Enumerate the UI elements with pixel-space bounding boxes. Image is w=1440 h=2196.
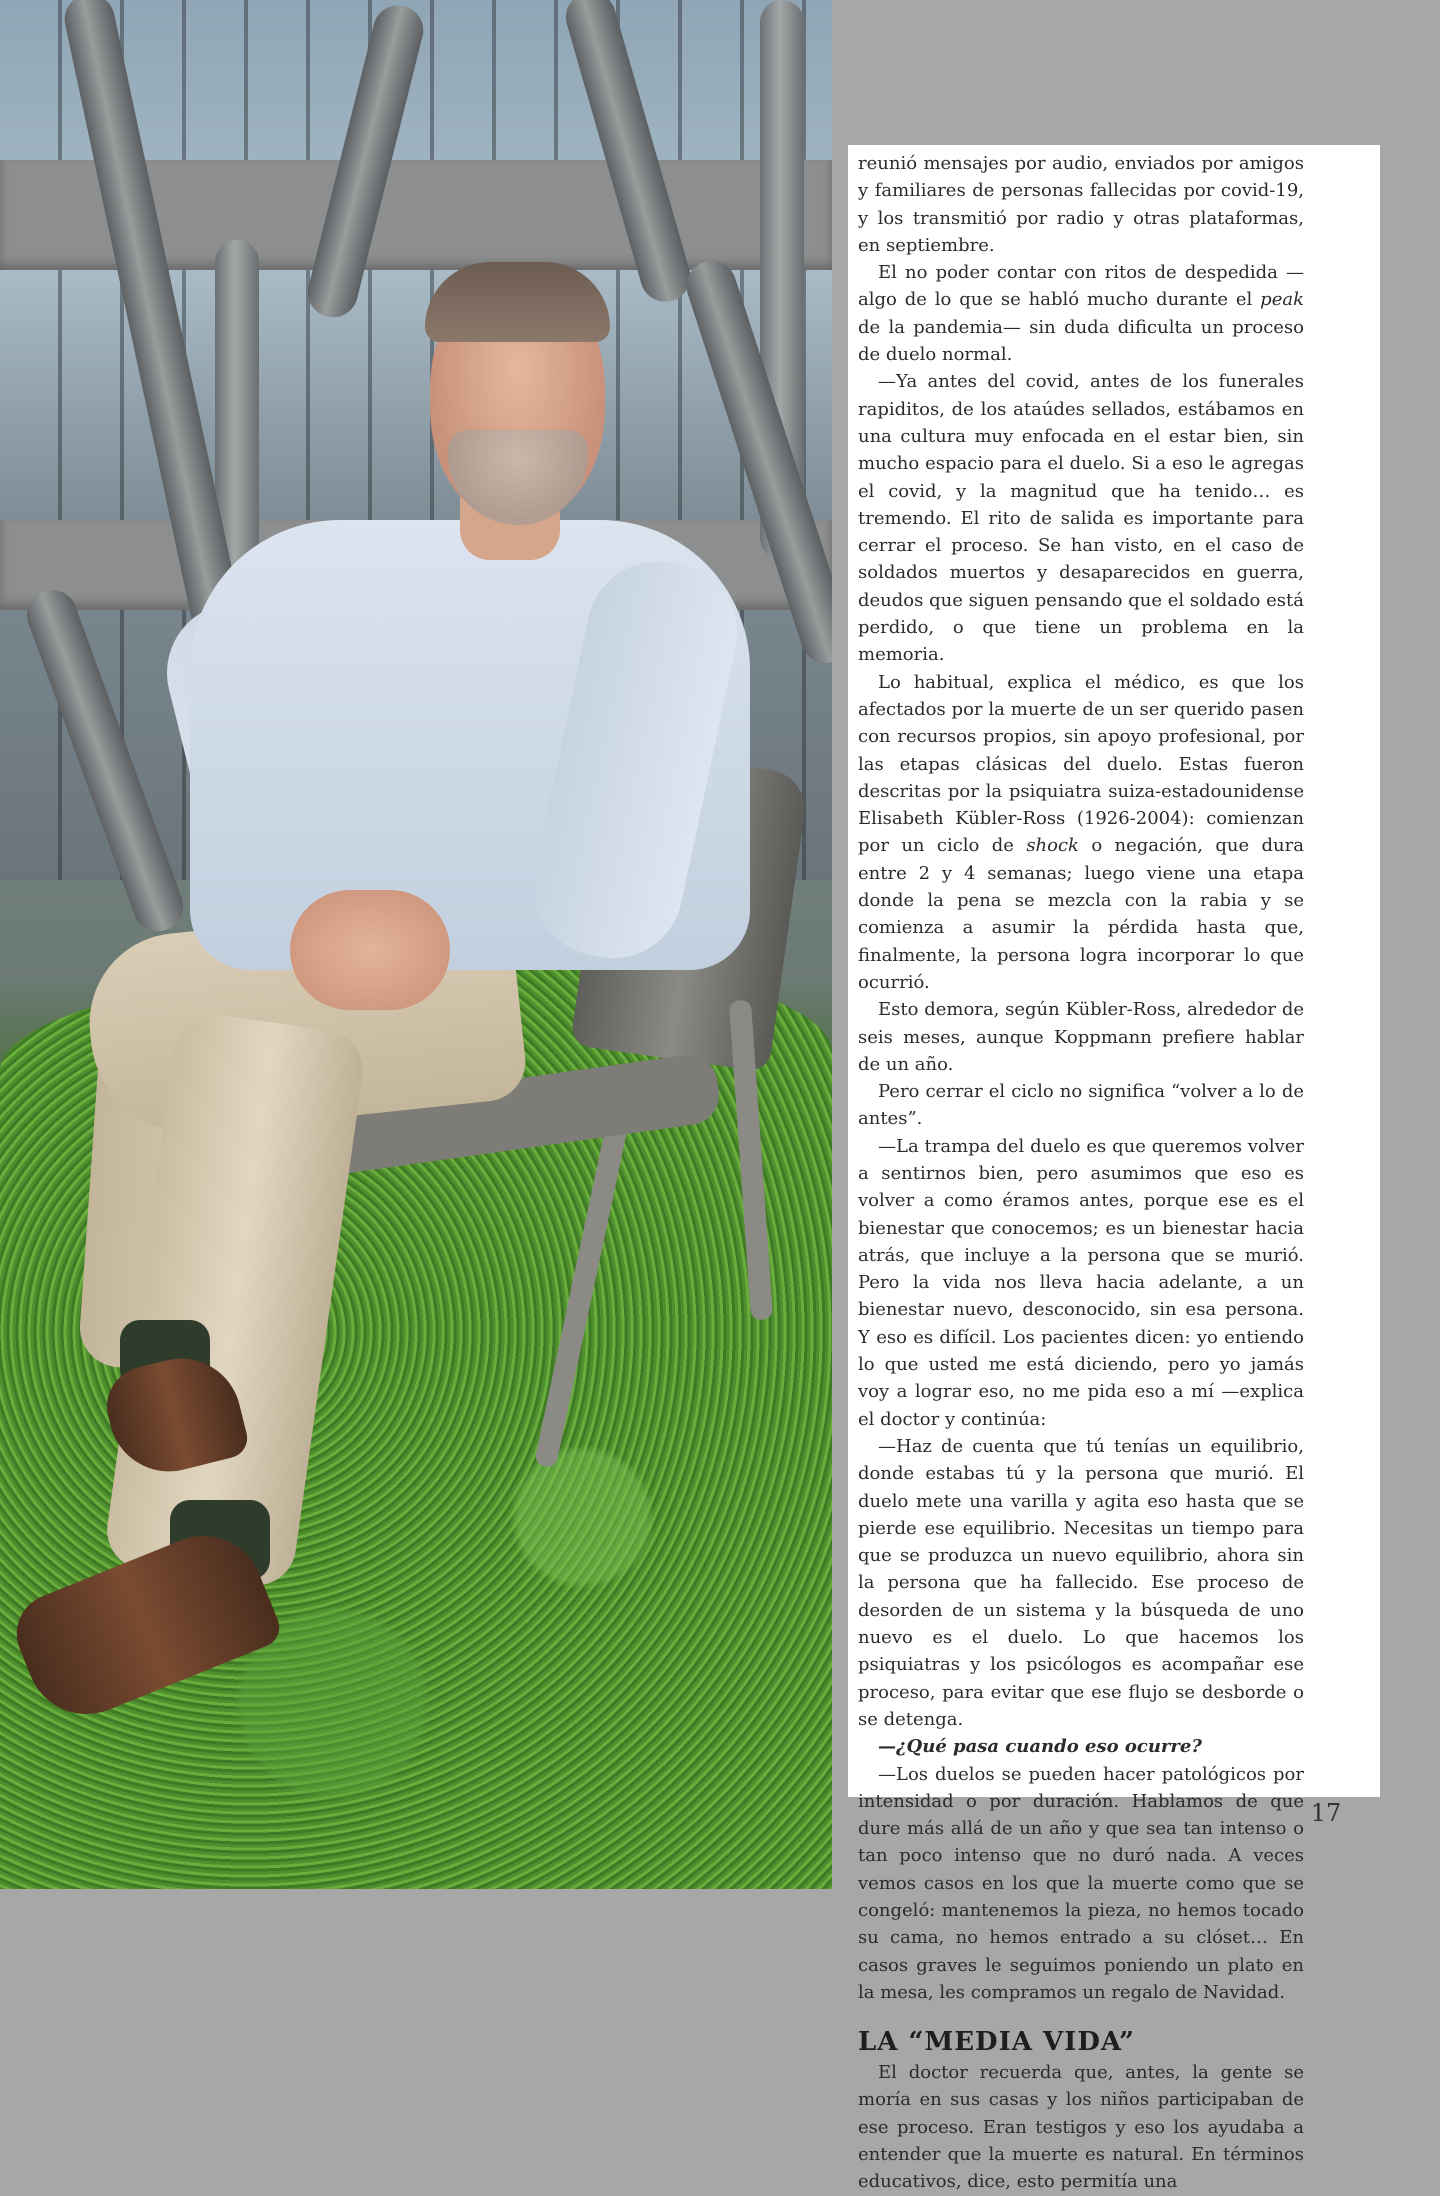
page-number: 17: [1310, 1799, 1342, 1827]
interview-question: —¿Qué pasa cuando eso ocurre?: [878, 1736, 1202, 1758]
portrait-photo: [0, 0, 832, 1889]
section-heading: LA “MEDIA VIDA”: [858, 2027, 1135, 2058]
paragraph: Esto demora, según Kübler-Ross, alrededor de seis meses, aunque Koppmann prefiere hablar de un año.: [858, 999, 1304, 1075]
paragraph: —Haz de cuenta que tú tenías un equilibrio, donde estabas tú y la persona que murió. El duelo mete una varilla y agita eso hasta que se pierde ese equilibrio. Necesitas un tiempo para que se produzca un nuevo equilibrio, ahora sin la persona que ha fallecido. Ese proceso de desorden de un sistema y la búsqueda de uno nuevo es el duelo. Lo que hacemos los psiquiatras y los psicólogos es acompañar ese proceso, para evitar que ese flujo se desborde o se detenga.: [858, 1435, 1304, 1730]
paragraph: —Ya antes del covid, antes de los funerales rapiditos, de los ataúdes sellados, estábamos en una cultura muy enfocada en el estar bien, sin mucho espacio para el duelo. Si a eso le agregas el covid, y la magnitud que ha tenido… es tremendo. El rito de salida es importante para cerrar el proceso. Se han visto, en el caso de soldados muertos y desaparecidos en guerra, deudos que siguen pensando que el soldado está perdido, o que tiene un problema en la memoria.: [858, 371, 1304, 666]
italic-term: shock: [1026, 835, 1079, 857]
paragraph: Pero cerrar el ciclo no significa “volver a lo de antes”.: [858, 1081, 1304, 1130]
paragraph: —La trampa del duelo es que queremos volver a sentirnos bien, pero asumimos que eso es volver a como éramos antes, porque ese es el bienestar que conocemos; es un bienestar hacia atrás, que incluye a la persona que se murió. Pero la vida nos lleva hacia adelante, a un bienestar nuevo, desconocido, sin esa persona. Y eso es difícil. Los pacientes dicen: yo entiendo lo que usted me está diciendo, pero yo jamás voy a lograr eso, no me pida eso a mí —explica el doctor y continúa:: [858, 1135, 1304, 1430]
paragraph: reunió mensajes por audio, enviados por amigos y familiares de personas fallecidas por covid-19, y los transmitió por radio y otras plataformas, en septiembre.: [858, 153, 1304, 256]
paragraph: El doctor recuerda que, antes, la gente se moría en sus casas y los niños participaban de ese proceso. Eran testigos y eso los ayudaba a entender que la muerte es natural. En términos educativos, dice, esto permitía una: [858, 2062, 1304, 2193]
hands: [290, 890, 450, 1010]
italic-term: peak: [1260, 289, 1304, 311]
paragraph: Lo habitual, explica el médico, es que los afectados por la muerte de un ser querido pasen con recursos propios, sin apoyo profesional, por las etapas clásicas del duelo. Estas fueron descritas por la psiquiatra suiza-estadounidense Elisabeth Kübler-Ross (1926-2004): comienzan por un ciclo de shock o negación, que dura entre 2 y 4 semanas; luego viene una etapa donde la pena se mezcla con la rabia y se comienza a asumir la pérdida hasta que, finalmente, la persona logra incorporar lo que ocurrió.: [858, 671, 1304, 993]
hair: [425, 262, 610, 342]
paragraph: El no poder contar con ritos de despedida —algo de lo que se habló mucho durante el peak de la pandemia— sin duda dificulta un proceso de duelo normal.: [858, 262, 1304, 366]
paragraph: —Los duelos se pueden hacer patológicos por intensidad o por duración. Hablamos de que dure más allá de un año y que sea tan intenso o tan poco intenso que no duró nada. A veces vemos casos en los que la muerte como que se congeló: mantenemos la pieza, no hemos tocado su cama, no hemos entrado a su clóset… En casos graves le seguimos poniendo un plato en la mesa, les compramos un regalo de Navidad.: [858, 1763, 1304, 2003]
